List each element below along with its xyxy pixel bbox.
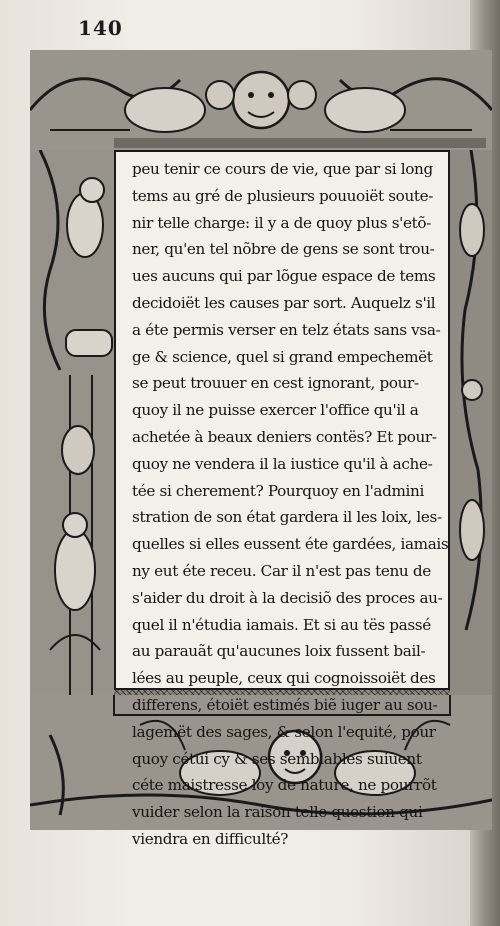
text-line: peu tenir ce cours de vie, que par si long	[132, 160, 433, 178]
text-line: tems au gré de plusieurs pouuoiët soute-	[132, 186, 434, 205]
text-line: ny eut éte receu. Car il n'est pas tenu de	[132, 561, 431, 580]
text-line: quel il n'étudia iamais. Et si au tës passé	[132, 615, 431, 634]
text-line: vuider selon la raison telle question qui	[132, 803, 423, 822]
text-line: quoy ne vendera il la iustice qu'il à ache-	[132, 454, 433, 473]
text-line: nir telle charge: il y a de quoy plus s'etõ-	[132, 213, 431, 232]
text-line: viendra en difficulté?	[132, 829, 289, 848]
text-line: quoy il ne puisse exercer l'office qu'il a	[132, 401, 419, 420]
text-line: ner, qu'en tel nõbre de gens se sont trou-	[132, 240, 435, 259]
text-line: ge & science, quel si grand empechemët	[132, 347, 433, 366]
text-line: stration de son état gardera il les loix, les-	[132, 508, 442, 527]
text-line: tée si cherement? Pourquoy en l'admini	[132, 481, 424, 500]
text-line: au parauãt qu'aucunes loix fussent bail-	[132, 642, 426, 661]
left-column-ornament	[30, 150, 114, 695]
text-line: s'aider du droit à la decisiõ des proces au-	[132, 588, 443, 607]
body-text	[132, 156, 454, 853]
right-column-ornament	[450, 150, 492, 695]
text-line: decidoiët les causes par sort. Auquelz s'il	[132, 293, 436, 312]
top-frieze-ornament	[30, 50, 492, 150]
text-line: céte maistresse loy de nature, ne pourrõt	[132, 776, 437, 795]
text-line: a éte permis verser en telz états sans vsa-	[132, 320, 441, 339]
text-line: achetée à beaux deniers contës? Et pour-	[132, 427, 437, 446]
text-line: lagemët des sages, & selon l'equité, pour	[132, 722, 436, 741]
page-number: 140	[78, 16, 123, 40]
text-line: se peut trouuer en cest ignorant, pour-	[132, 374, 419, 393]
text-line: quoy cétui cy & ses semblables suiuent	[132, 749, 422, 768]
text-line: differens, étoiët estimés biẽ iuger au sou-	[132, 695, 438, 714]
text-line: quelles si elles eussent éte gardées, iamais	[132, 535, 449, 554]
text-line: lées au peuple, ceux qui cognoissoiët des	[132, 669, 436, 688]
text-line: ues aucuns qui par lõgue espace de tems	[132, 267, 436, 286]
